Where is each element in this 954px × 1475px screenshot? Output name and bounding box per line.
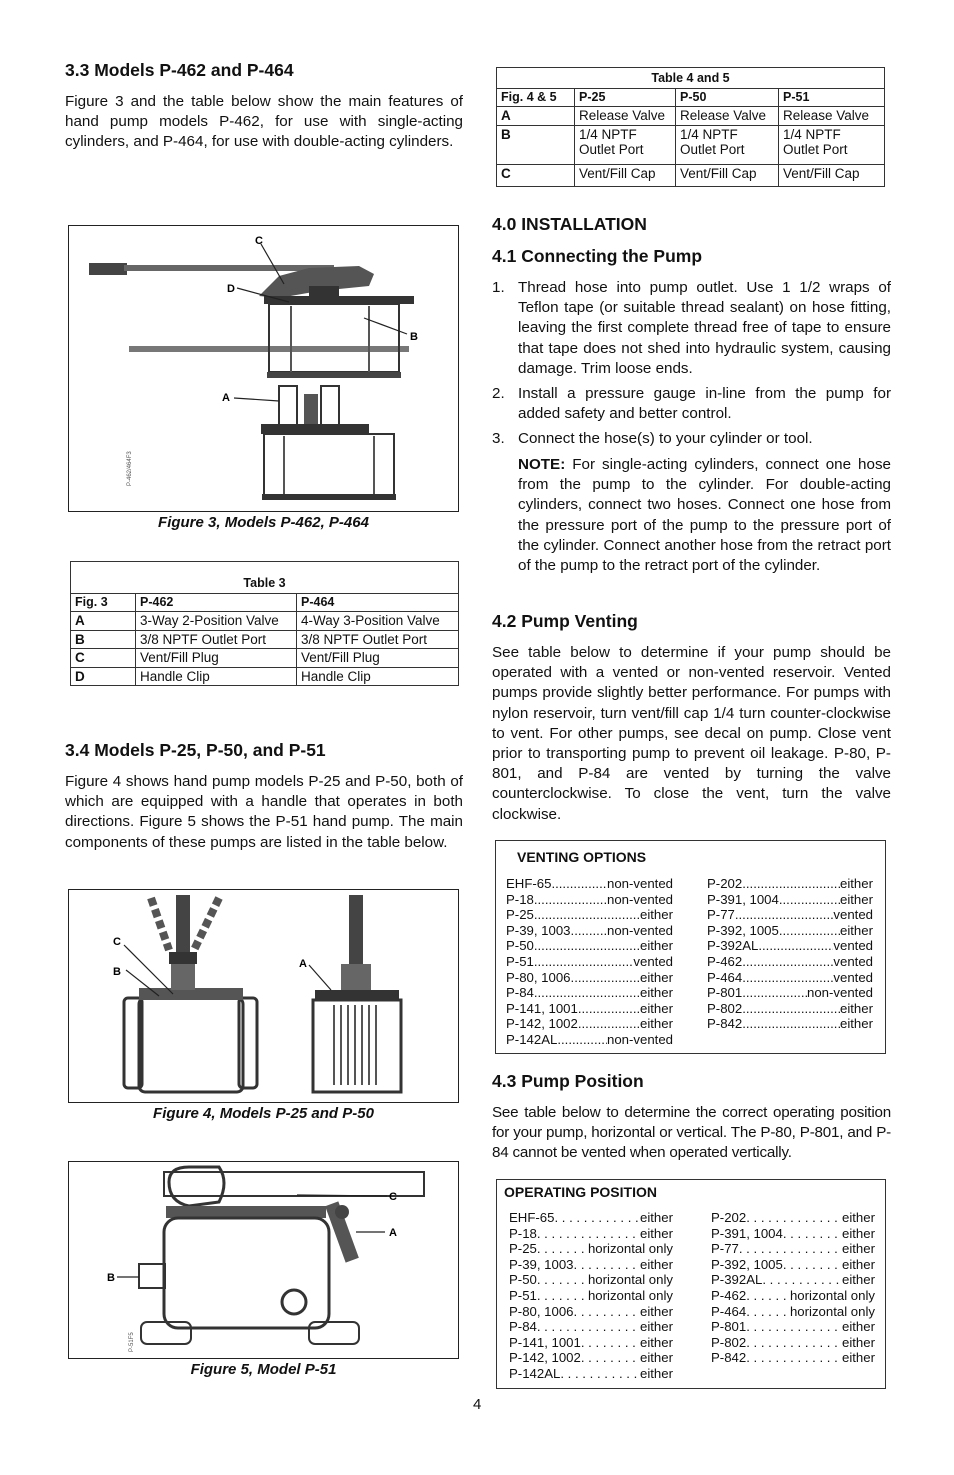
table-cell: Vent/Fill Cap: [779, 164, 885, 187]
table-cell: 3/8 NPTF Outlet Port: [297, 630, 459, 649]
table-3-title: Table 3: [71, 562, 459, 594]
table-cell: Release Valve: [676, 107, 779, 126]
section-3-4-body: Figure 4 shows hand pump models P-25 and P-50, both of which are equipped with a handle that operates in both directions. Figure 5 shows the P-51 hand pump. The main components of these pumps are listed in the table below.: [65, 773, 463, 851]
position-row: P-25 . . . horizontal only: [509, 1241, 673, 1257]
section-3-3-body: Figure 3 and the table below show the main features of hand pump models P-462, for use with single-acting cylinders, and P-464, for use with double-acting cylinders.: [65, 93, 463, 151]
table-cell: Vent/Fill Cap: [676, 164, 779, 187]
table-cell: 1/4 NPTF Outlet Port: [676, 125, 779, 164]
position-left-column: [509, 1210, 673, 1382]
table-cell: Vent/Fill Plug: [136, 649, 297, 668]
section-4-3-heading: 4.3 Pump Position: [492, 1071, 644, 1091]
venting-row: P-802 ..... either: [707, 1001, 873, 1017]
position-row: P-39, 1003 . . . either: [509, 1257, 673, 1273]
venting-row: P-462 ..... vented: [707, 954, 873, 970]
position-row: P-77 . . . either: [711, 1241, 875, 1257]
figure-3-label-d: D: [227, 283, 235, 295]
venting-row: P-202 ..... either: [707, 876, 873, 892]
venting-row: P-141, 1001 ..... either: [506, 1001, 673, 1017]
table-3-header-cell: P-462: [136, 593, 297, 612]
table-3-header-cell: Fig. 3: [71, 593, 136, 612]
figure-5-frame: [68, 1161, 459, 1359]
table-cell: B: [71, 630, 136, 649]
table-4-5-header-cell: P-25: [575, 88, 676, 107]
position-row: P-392AL . . . either: [711, 1272, 875, 1288]
venting-row: P-391, 1004 ..... either: [707, 892, 873, 908]
figure-5-caption: Figure 5, Model P-51: [190, 1361, 337, 1378]
table-cell: C: [497, 164, 575, 187]
section-4-2-body: See table below to determine if your pump should be operated with a vented or non-vented reservoir. Vented pumps provide slightly better performance. For pumps with nylon reservoir, turn vent/fill cap 1/4 turn counter-clockwise to vent. For other pumps, see decal on pump. Close vent prior to transporting pump to prevent oil leakage. P-80, P-801, and P-84 are vented by turning the valve counterclockwise. To close the vent, turn the valve clockwise.: [492, 644, 891, 823]
figure-4-label-b: B: [113, 966, 121, 978]
table-4-and-5: [496, 67, 885, 187]
list-item: [492, 278, 891, 379]
table-4-5-header-cell: P-50: [676, 88, 779, 107]
position-row: P-142, 1002 . . . either: [509, 1350, 673, 1366]
table-cell: 1/4 NPTF Outlet Port: [575, 125, 676, 164]
connecting-steps-list: [492, 278, 891, 455]
figure-5-illustration: [69, 1162, 458, 1358]
venting-row: P-77 ..... vented: [707, 907, 873, 923]
table-row: [497, 164, 885, 187]
table-cell: B: [497, 125, 575, 164]
section-4-3-body: See table below to determine the correct operating position for your pump, horizontal or vertical. The P-80, P-801, and P-84 cannot be vented when operated vertically.: [492, 1104, 891, 1162]
position-row: P-462 . . . horizontal only: [711, 1288, 875, 1304]
table-4-5-header-row: [497, 88, 885, 107]
table-row: [71, 612, 459, 631]
venting-row: P-392AL ..... vented: [707, 938, 873, 954]
table-cell: A: [497, 107, 575, 126]
figure-5-label-b: B: [107, 1272, 115, 1284]
venting-row: EHF-65 ..... non-vented: [506, 876, 673, 892]
figure-3-vertical-id: P-462/464F3: [127, 451, 133, 486]
step-text: Install a pressure gauge in-line from the pump for added safety and better control.: [518, 385, 891, 423]
venting-row: P-801 ..... non-vented: [707, 985, 873, 1001]
figure-3-label-c: C: [255, 235, 263, 247]
position-row: P-141, 1001 . . . either: [509, 1335, 673, 1351]
table-row: [497, 125, 885, 164]
venting-options-title: VENTING OPTIONS: [517, 849, 647, 865]
position-right-column: [711, 1210, 875, 1366]
figure-3-label-b: B: [410, 331, 418, 343]
operating-position-title: OPERATING POSITION: [504, 1184, 657, 1200]
step-number: 2.: [492, 385, 505, 403]
connection-note: [518, 455, 891, 576]
table-4-5-title-row: [497, 68, 885, 89]
step-text: Thread hose into pump outlet. Use 1 1/2 wraps of Teflon tape (or suitable thread sealant) on hose fitting, leaving the first complete thread free of tape to ensure that tape does not shed into hydraulic system, causing damage. Trim loose ends.: [518, 279, 891, 377]
table-cell: 3/8 NPTF Outlet Port: [136, 630, 297, 649]
table-cell: 3-Way 2-Position Valve: [136, 612, 297, 631]
figure-4-frame: [68, 889, 459, 1103]
table-row: [71, 649, 459, 668]
venting-row: P-142, 1002 ..... either: [506, 1016, 673, 1032]
table-cell: Release Valve: [575, 107, 676, 126]
figure-5-label-a: A: [389, 1227, 397, 1239]
step-number: 1.: [492, 279, 505, 296]
table-3-header-cell: P-464: [297, 593, 459, 612]
figure-4-illustration: [69, 890, 458, 1102]
position-row: P-202 . . . either: [711, 1210, 875, 1226]
position-row: P-80, 1006 . . . either: [509, 1304, 673, 1320]
operating-position-box: [496, 1179, 886, 1389]
position-row: P-392, 1005 . . . either: [711, 1257, 875, 1273]
table-cell: 1/4 NPTF Outlet Port: [779, 125, 885, 164]
section-3-4-heading: 3.4 Models P-25, P-50, and P-51: [65, 740, 326, 760]
figure-5-vertical-id: P-51F5: [129, 1332, 135, 1352]
position-row: P-51 . . . horizontal only: [509, 1288, 673, 1304]
venting-row: P-464 ..... vented: [707, 970, 873, 986]
venting-row: P-142AL ..... non-vented: [506, 1032, 673, 1048]
venting-row: P-50 ..... either: [506, 938, 673, 954]
figure-3-label-a: A: [222, 392, 230, 404]
table-cell: D: [71, 667, 136, 686]
venting-row: P-39, 1003 ..... non-vented: [506, 923, 673, 939]
table-cell: C: [71, 649, 136, 668]
figure-4-caption: Figure 4, Models P-25 and P-50: [153, 1105, 374, 1122]
venting-row: P-18 ..... non-vented: [506, 892, 673, 908]
figure-3-illustration: [69, 226, 458, 511]
position-row: P-142AL . . . either: [509, 1366, 673, 1382]
figure-4-label-a: A: [299, 958, 307, 970]
table-cell: Release Valve: [779, 107, 885, 126]
venting-row: P-25 ..... either: [506, 907, 673, 923]
table-cell: Handle Clip: [136, 667, 297, 686]
figure-5-label-c: C: [389, 1191, 397, 1203]
position-row: P-391, 1004 . . . either: [711, 1226, 875, 1242]
table-cell: Vent/Fill Cap: [575, 164, 676, 187]
note-text: For single-acting cylinders, connect one hose from the pump to the cylinder. For double-acting cylinders, connect two hoses. Connect one hose from the pressure port of the pump to the pressure port of the cylinder. Connect another hose from the retract port of the pump to the retract port of the cylinder.: [518, 456, 891, 575]
venting-row: P-84 ..... either: [506, 985, 673, 1001]
figure-3-frame: [68, 225, 459, 512]
table-row: [497, 107, 885, 126]
table-3: [70, 561, 459, 686]
venting-row: P-392, 1005 ..... either: [707, 923, 873, 939]
note-label: NOTE:: [518, 456, 566, 473]
position-row: EHF-65 . . . either: [509, 1210, 673, 1226]
figure-3-caption: Figure 3, Models P-462, P-464: [158, 514, 369, 531]
position-row: P-84 . . . either: [509, 1319, 673, 1335]
table-4-5-header-cell: Fig. 4 & 5: [497, 88, 575, 107]
step-number: 3.: [492, 430, 505, 448]
table-4-5-title: Table 4 and 5: [497, 68, 885, 89]
position-row: P-801 . . . either: [711, 1319, 875, 1335]
position-row: P-842 . . . either: [711, 1350, 875, 1366]
table-4-5-header-cell: P-51: [779, 88, 885, 107]
page-number: 4: [473, 1396, 482, 1413]
table-cell: Handle Clip: [297, 667, 459, 686]
table-row: [71, 630, 459, 649]
venting-left-column: [506, 876, 673, 1048]
position-row: P-18 . . . either: [509, 1226, 673, 1242]
table-cell: Vent/Fill Plug: [297, 649, 459, 668]
venting-row: P-51 ..... vented: [506, 954, 673, 970]
position-row: P-50 . . . horizontal only: [509, 1272, 673, 1288]
section-4-0-heading: 4.0 INSTALLATION: [492, 214, 647, 234]
list-item: [492, 384, 891, 424]
venting-options-box: [495, 840, 886, 1054]
list-item: [492, 429, 891, 449]
position-row: P-464 . . . horizontal only: [711, 1304, 875, 1320]
table-cell: 4-Way 3-Position Valve: [297, 612, 459, 631]
venting-row: P-842 ..... either: [707, 1016, 873, 1032]
figure-4-label-c: C: [113, 936, 121, 948]
step-text: Connect the hose(s) to your cylinder or tool.: [518, 430, 813, 448]
table-3-header-row: [71, 593, 459, 612]
venting-right-column: [707, 876, 873, 1032]
section-4-2-heading: 4.2 Pump Venting: [492, 611, 638, 631]
table-cell: A: [71, 612, 136, 631]
table-3-title-row: [71, 562, 459, 594]
section-3-3-heading: 3.3 Models P-462 and P-464: [65, 60, 294, 80]
section-4-1-heading: 4.1 Connecting the Pump: [492, 246, 703, 266]
venting-row: P-80, 1006 ..... either: [506, 970, 673, 986]
position-row: P-802 . . . either: [711, 1335, 875, 1351]
table-row: [71, 667, 459, 686]
